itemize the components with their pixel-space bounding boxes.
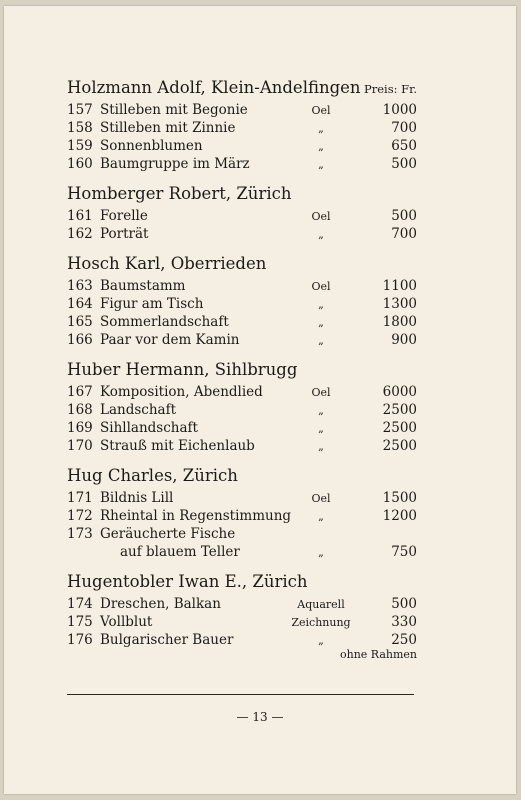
entry-title: Geräucherte Fische: [100, 526, 236, 542]
artist-name: Hugentobler Iwan E., Zürich: [67, 572, 308, 591]
entry-medium: Aquarell: [297, 598, 345, 611]
page-number: — 13 —: [236, 710, 284, 724]
entry-medium: „: [318, 334, 324, 347]
entry-medium: „: [318, 140, 324, 153]
entry-number: 172: [67, 508, 93, 524]
entry-title: Sihllandschaft: [100, 420, 198, 436]
entry-number: 166: [67, 332, 93, 348]
artist-name: Holzmann Adolf, Klein-Andelfingen: [67, 78, 361, 97]
entry-title: Sommerlandschaft: [100, 314, 229, 330]
entry-title: Strauß mit Eichenlaub: [100, 438, 255, 454]
entry-title: Landschaft: [100, 402, 177, 418]
artist-group: [67, 572, 417, 662]
entry-number: 157: [67, 102, 93, 118]
entry-number: 175: [67, 614, 93, 630]
entry-number: 162: [67, 226, 93, 242]
entry-title: Bildnis Lill: [100, 490, 174, 506]
entry-price: 500: [391, 156, 417, 172]
entry-price: 650: [391, 138, 417, 154]
artist-header: [67, 360, 417, 384]
entry-number: 158: [67, 120, 93, 136]
artist-name: Homberger Robert, Zürich: [67, 184, 292, 203]
footer-divider: [67, 694, 414, 695]
artist-header: [67, 254, 417, 278]
catalog-entry: [67, 138, 417, 156]
artist-group: [67, 254, 417, 350]
catalog-entry: [67, 120, 417, 138]
catalog-page: [4, 6, 516, 794]
entry-title: Porträt: [100, 226, 149, 242]
entry-medium: „: [318, 316, 324, 329]
entry-price: 700: [391, 226, 417, 242]
entry-number: 174: [67, 596, 93, 612]
catalog-entry: [67, 596, 417, 614]
entry-price: 2500: [382, 402, 417, 418]
entry-price: 2500: [382, 420, 417, 436]
entry-number: 167: [67, 384, 93, 400]
entry-price: 750: [391, 544, 417, 560]
artist-header: [67, 466, 417, 490]
entry-price: 500: [391, 208, 417, 224]
catalog-entry-continuation: [67, 544, 417, 562]
artist-name: Hug Charles, Zürich: [67, 466, 238, 485]
entry-medium: „: [318, 422, 324, 435]
catalog-entry: [67, 102, 417, 120]
entry-price: 1800: [382, 314, 417, 330]
entry-title: Vollblut: [100, 614, 153, 630]
catalog-entry: [67, 402, 417, 420]
artist-header: [67, 572, 417, 596]
catalog-entry: [67, 614, 417, 632]
artist-group: [67, 78, 417, 174]
catalog-entry: [67, 296, 417, 314]
entry-title: Rheintal in Regenstimmung: [100, 508, 292, 524]
catalog-entry: [67, 384, 417, 402]
entry-medium: „: [318, 298, 324, 311]
catalog-entry: [67, 156, 417, 174]
entry-number: 170: [67, 438, 93, 454]
entry-title: Baumstamm: [100, 278, 186, 294]
artist-group: [67, 466, 417, 562]
catalog-entry: [67, 278, 417, 296]
entry-number: 176: [67, 632, 93, 648]
entry-medium: „: [318, 158, 324, 171]
catalog-entry: [67, 438, 417, 456]
artist-name: Hosch Karl, Oberrieden: [67, 254, 267, 273]
entry-price: 2500: [382, 438, 417, 454]
catalog-entry: [67, 420, 417, 438]
entry-number: 161: [67, 208, 93, 224]
entry-number: 168: [67, 402, 93, 418]
entry-title: Figur am Tisch: [100, 296, 204, 312]
entry-price: 900: [391, 332, 417, 348]
artist-name: Huber Hermann, Sihlbrugg: [67, 360, 298, 379]
entry-medium: Oel: [311, 104, 331, 117]
entry-price: 6000: [382, 384, 417, 400]
artist-group: [67, 184, 417, 244]
entry-number: 173: [67, 526, 93, 542]
catalog-entry: [67, 332, 417, 350]
entry-medium: „: [318, 440, 324, 453]
catalog-entry: [67, 526, 417, 544]
catalog-entry: [67, 226, 417, 244]
catalog-entry: [67, 314, 417, 332]
entry-medium: „: [318, 510, 324, 523]
catalog-entry: [67, 508, 417, 526]
catalog-list: [67, 78, 417, 672]
entry-medium: Oel: [311, 280, 331, 293]
entry-title: Stilleben mit Zinnie: [100, 120, 236, 136]
entry-medium: „: [318, 546, 324, 559]
entry-title: Komposition, Abendlied: [100, 384, 263, 400]
entry-price: 500: [391, 596, 417, 612]
entry-title: Bulgarischer Bauer: [100, 632, 234, 648]
entry-number: 171: [67, 490, 93, 506]
entry-number: 164: [67, 296, 93, 312]
catalog-entry: [67, 208, 417, 226]
entry-title: Forelle: [100, 208, 148, 224]
entry-medium: „: [318, 404, 324, 417]
artist-header: [67, 78, 417, 102]
frame-note: ohne Rahmen: [340, 648, 417, 661]
catalog-entry: [67, 490, 417, 508]
entry-price: 330: [391, 614, 417, 630]
entry-title: Sonnenblumen: [100, 138, 203, 154]
entry-medium: Oel: [311, 492, 331, 505]
entry-medium: „: [318, 122, 324, 135]
entry-medium: „: [318, 634, 324, 647]
entry-price: 1100: [382, 278, 417, 294]
entry-price: 700: [391, 120, 417, 136]
entry-title: Dreschen, Balkan: [100, 596, 221, 612]
entry-number: 165: [67, 314, 93, 330]
entry-medium: „: [318, 228, 324, 241]
entry-number: 159: [67, 138, 93, 154]
entry-price: 250: [391, 632, 417, 648]
entry-title: Paar vor dem Kamin: [100, 332, 240, 348]
entry-medium: Oel: [311, 386, 331, 399]
entry-medium: Zeichnung: [291, 616, 351, 629]
entry-price: 1500: [382, 490, 417, 506]
entry-title: Baumgruppe im März: [100, 156, 250, 172]
entry-number: 169: [67, 420, 93, 436]
artist-group: [67, 360, 417, 456]
entry-number: 163: [67, 278, 93, 294]
price-column-header: Preis: Fr.: [363, 82, 417, 96]
entry-price: 1300: [382, 296, 417, 312]
entry-price: 1200: [382, 508, 417, 524]
entry-number: 160: [67, 156, 93, 172]
entry-medium: Oel: [311, 210, 331, 223]
artist-header: [67, 184, 417, 208]
entry-title: Stilleben mit Begonie: [100, 102, 248, 118]
entry-price: 1000: [382, 102, 417, 118]
entry-title: auf blauem Teller: [120, 544, 240, 560]
